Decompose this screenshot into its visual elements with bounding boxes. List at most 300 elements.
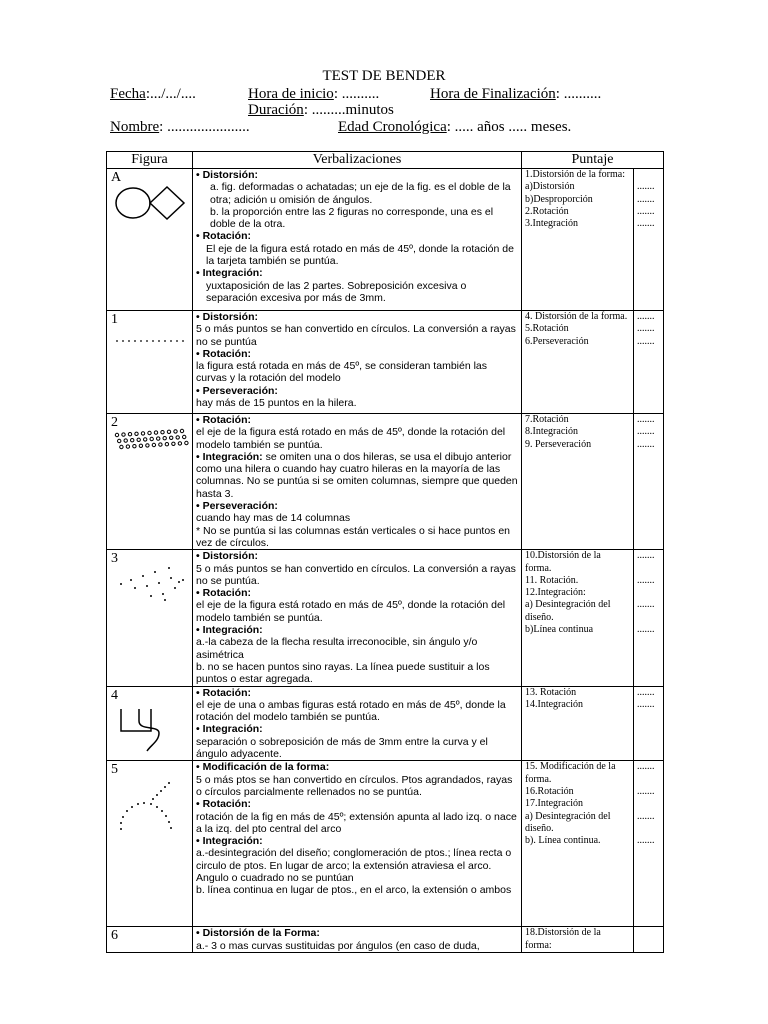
figure-dot xyxy=(146,585,148,587)
score-item-blank[interactable]: ....... xyxy=(637,218,655,230)
nombre-field[interactable] xyxy=(110,119,250,136)
score-blank-line xyxy=(637,426,663,438)
figure-dot xyxy=(168,782,170,784)
criterion-heading xyxy=(196,451,519,500)
score-item-blank[interactable]: ....... xyxy=(637,599,655,611)
score-item xyxy=(525,414,633,426)
verbalizations-cell xyxy=(193,414,522,550)
figure-dot xyxy=(134,587,136,589)
table-row xyxy=(107,169,664,311)
figure-circle xyxy=(159,443,162,446)
score-blank-line xyxy=(637,311,663,323)
score-item xyxy=(525,587,633,599)
score-blank-line xyxy=(637,927,663,952)
criterion-text xyxy=(196,181,519,206)
score-blank-line xyxy=(637,798,663,810)
criterion-title: • Rotación: xyxy=(196,686,252,699)
criterion-description: el eje de una o ambas figuras está rotado en más de 45º, donde la rotación del modelo también se puntúa. xyxy=(196,698,506,724)
figure-circle xyxy=(167,430,170,433)
score-item-blank[interactable]: ....... xyxy=(637,311,655,322)
score-item-blank[interactable]: ....... xyxy=(637,181,655,193)
figure-label: 5 xyxy=(111,762,118,778)
criterion-description: yuxtaposición de las 2 partes. Sobreposición excesiva o separación excesiva por más de 3mm. xyxy=(206,279,467,304)
figure-circle xyxy=(183,435,186,438)
figure-dot xyxy=(176,340,178,342)
figure-circle xyxy=(139,444,142,447)
col-puntaje: Puntaje xyxy=(522,152,664,169)
score-item xyxy=(525,218,633,230)
score-item xyxy=(525,835,633,847)
fecha-field[interactable] xyxy=(110,86,196,103)
criterion-heading xyxy=(196,311,519,323)
criterion-heading xyxy=(196,624,519,636)
criterion-description: hay más de 15 puntos en la hilera. xyxy=(196,397,357,410)
score-blank-line xyxy=(637,323,663,335)
figure-dot xyxy=(182,340,184,342)
criterion-heading xyxy=(196,414,519,426)
criterion-heading xyxy=(196,723,519,735)
figure-cell xyxy=(107,414,193,550)
score-item-label: 15. Modificación de la forma. xyxy=(525,761,616,785)
score-item-blank[interactable]: ....... xyxy=(637,323,655,335)
score-item-blank[interactable]: ....... xyxy=(637,810,655,822)
score-blank-line xyxy=(637,687,663,699)
criterion-description: El eje de la figura está rotado en más de 45º, donde la rotación de la tarjeta también se puntúa. xyxy=(206,242,514,268)
figure-circle xyxy=(141,432,144,435)
score-item xyxy=(525,439,633,451)
score-item-blank[interactable]: ....... xyxy=(637,835,655,847)
nombre-value: : ...................... xyxy=(159,119,250,135)
criterion-description: la figura está rotada en más de 45º, se consideran también las curvas y la rotación del modelo xyxy=(196,360,488,385)
figure-drawing xyxy=(107,761,193,846)
figure-circle xyxy=(122,433,125,436)
criterion-text xyxy=(196,599,519,624)
scoring-table xyxy=(106,151,664,953)
score-item xyxy=(525,786,633,798)
figure-dot xyxy=(170,577,172,579)
criterion-description: separación o sobreposición de más de 3mm entre la curva y el ángulo adyacente. xyxy=(196,735,488,761)
figure-label: 2 xyxy=(111,415,118,430)
score-item-label: b)Desproporción xyxy=(525,193,593,205)
table-row xyxy=(107,686,664,761)
score-item-label: b)Línea continua xyxy=(525,624,594,636)
criterion-text xyxy=(196,811,519,836)
score-blank-line xyxy=(637,699,663,711)
table-row xyxy=(107,761,664,927)
verbalizations-cell xyxy=(193,927,522,953)
criterion-title: • Perseveración: xyxy=(196,384,278,397)
score-item-label: 8.Integración xyxy=(525,426,579,438)
score-item-label: 16.Rotación xyxy=(525,785,574,797)
figure-dot xyxy=(134,340,136,342)
criterion-text xyxy=(196,426,519,451)
figure-dot xyxy=(170,340,172,342)
figure-cell xyxy=(107,169,193,311)
score-items-cell xyxy=(522,169,634,311)
criterion-description: 5 o más ptos se han convertido en círculos. Ptos agrandados, rayas o círculos parcialmente rellenados no se puntúa. xyxy=(196,773,513,798)
criterion-title: • Rotación: xyxy=(196,230,252,243)
duracion-field[interactable] xyxy=(248,102,394,119)
score-item-blank[interactable]: ....... xyxy=(637,193,655,205)
score-item-blank[interactable]: ....... xyxy=(637,698,655,710)
score-blank-line xyxy=(637,550,663,575)
figure-circle xyxy=(144,438,147,441)
figure-circle xyxy=(115,433,118,436)
figure-cell xyxy=(107,761,193,927)
figure-drawing xyxy=(107,550,193,615)
figure-dot xyxy=(126,810,128,812)
criterion-text xyxy=(196,661,519,686)
figure-dot xyxy=(164,599,166,601)
score-item xyxy=(525,575,633,587)
score-item xyxy=(525,761,633,786)
figure-dot xyxy=(128,340,130,342)
score-item-label: b). Línea continua. xyxy=(525,835,601,847)
score-blank-line xyxy=(637,218,663,230)
score-blank-line xyxy=(637,336,663,348)
score-item-label: 7.Rotación xyxy=(525,414,569,425)
criterion-heading xyxy=(196,798,519,810)
figure-circle xyxy=(131,439,134,442)
criterion-title: • Perseveración: xyxy=(196,500,278,513)
criterion-title: • Rotación: xyxy=(196,414,252,426)
table-row xyxy=(107,414,664,550)
score-item-label: 5.Rotación xyxy=(525,323,569,335)
figure-dot xyxy=(120,828,122,830)
figure-dot xyxy=(130,579,132,581)
nombre-label: Nombre xyxy=(110,119,160,135)
fecha-label: Fecha xyxy=(110,86,146,102)
score-item-blank[interactable]: ....... xyxy=(637,438,655,450)
hora-fin-label: Hora de Finalización xyxy=(430,86,556,102)
score-blanks-cell[interactable] xyxy=(634,550,664,686)
criterion-text xyxy=(196,525,519,550)
criterion-description: se omiten una o dos hileras, se usa el dibujo anterior como una hilera o cuando hay cuatro hileras en la mayoría de las columnas. No se puntúa si se omiten columnas, siempre que queden hasta 3. xyxy=(196,450,518,500)
hora-fin-field[interactable] xyxy=(430,86,601,103)
figure-circle xyxy=(133,445,136,448)
score-item xyxy=(525,323,633,335)
figure-circle xyxy=(180,429,183,432)
score-blanks-cell[interactable] xyxy=(634,311,664,414)
score-item-label: 6.Perseveración xyxy=(525,335,589,347)
figure-dot xyxy=(165,815,167,817)
figure-circle xyxy=(165,443,168,446)
criterion-description: a.-desintegración del diseño; conglomeración de ptos.; línea recta o circulo de ptos. En lugar de arco; la extensión atraviesa el arco. Angulo o cuadrado no se puntúan xyxy=(196,847,512,884)
duracion-label: Duración xyxy=(248,102,304,118)
score-item xyxy=(525,311,633,323)
figure-drawing xyxy=(107,687,193,761)
criterion-title: • Integración: xyxy=(196,624,263,637)
figure-dot xyxy=(178,581,180,583)
figure-circle xyxy=(128,433,131,436)
figure-cell xyxy=(107,311,193,414)
criterion-heading xyxy=(196,169,519,181)
criterion-title: • Modificación de la forma: xyxy=(196,761,330,774)
criterion-text xyxy=(196,323,519,348)
hora-inicio-field[interactable] xyxy=(248,86,379,103)
figure-dot xyxy=(131,806,133,808)
score-item-label: 18.Distorsión de la forma: xyxy=(525,927,601,951)
figure-dot xyxy=(143,802,145,804)
criterion-description: cuando hay mas de 14 columnas xyxy=(196,512,351,525)
score-item xyxy=(525,426,633,438)
table-row xyxy=(107,927,664,953)
hora-inicio-value: : .......... xyxy=(333,86,380,102)
criterion-title: • Rotación: xyxy=(196,347,252,360)
criterion-heading xyxy=(196,348,519,360)
criterion-title: • Integración: xyxy=(196,450,263,463)
score-item xyxy=(525,336,633,348)
table-row xyxy=(107,311,664,414)
criterion-text xyxy=(196,699,519,724)
col-verbalizaciones: Verbalizaciones xyxy=(193,152,522,169)
criterion-text xyxy=(196,563,519,588)
verbalizations-cell xyxy=(193,761,522,927)
score-item-blank[interactable]: ....... xyxy=(637,761,655,773)
verbalizations-cell xyxy=(193,686,522,761)
figure-circle xyxy=(124,439,127,442)
figure-label: 3 xyxy=(111,551,118,567)
figure-circle xyxy=(137,438,140,441)
figure-dot xyxy=(146,340,148,342)
score-item-label: 13. Rotación xyxy=(525,686,577,698)
figure-cell xyxy=(107,686,193,761)
score-blank-line xyxy=(637,439,663,451)
score-item-label: 3.Integración xyxy=(525,218,579,230)
criterion-description: * No se puntúa si las columnas están verticales o si hace puntos en vez de círculos. xyxy=(196,524,511,549)
score-item-blank[interactable]: ....... xyxy=(637,624,655,636)
figure-dot xyxy=(162,593,164,595)
score-item-label: a) Desintegración del diseño. xyxy=(525,599,611,623)
col-figura: Figura xyxy=(107,152,193,169)
figure-dot xyxy=(120,822,122,824)
score-blank-line xyxy=(637,835,663,847)
criterion-title: • Distorsión: xyxy=(196,550,259,563)
figure-dot xyxy=(122,816,124,818)
score-item-blank[interactable]: ....... xyxy=(637,785,655,797)
verbalizations-cell xyxy=(193,550,522,686)
criterion-description: a.-la cabeza de la flecha resulta irreconocible, sin ángulo y/o asimétrica xyxy=(196,636,478,661)
score-blanks-cell[interactable] xyxy=(634,927,664,953)
verbalizations-cell xyxy=(193,169,522,311)
figure-dot xyxy=(168,821,170,823)
criterion-text xyxy=(196,774,519,799)
score-item-label: 1.Distorsión de la forma: xyxy=(525,169,625,180)
figure-drawing xyxy=(107,311,193,356)
table-row xyxy=(107,550,664,686)
figure-circle xyxy=(170,436,173,439)
score-item xyxy=(525,550,633,575)
criterion-title: • Rotación: xyxy=(196,587,252,600)
score-item-blank[interactable]: ....... xyxy=(637,426,655,438)
score-item xyxy=(525,624,633,636)
criterion-title: • Distorsión: xyxy=(196,169,259,181)
figure-dot xyxy=(142,575,144,577)
fecha-value: :.../.../.... xyxy=(145,86,196,102)
criterion-heading xyxy=(196,267,519,279)
score-blanks-cell[interactable] xyxy=(634,761,664,927)
figure-dot xyxy=(164,340,166,342)
score-blank-line xyxy=(637,194,663,206)
criterion-heading xyxy=(196,687,519,699)
criterion-text xyxy=(196,736,519,761)
hora-inicio-label: Hora de inicio xyxy=(248,86,334,102)
figure-dot xyxy=(140,340,142,342)
score-items-cell xyxy=(522,311,634,414)
criterion-heading xyxy=(196,230,519,242)
figure-dot xyxy=(152,798,154,800)
score-item-blank[interactable]: ....... xyxy=(637,414,655,425)
score-blank-line xyxy=(637,587,663,599)
figure-dot xyxy=(150,595,152,597)
figure-circle xyxy=(152,443,155,446)
criterion-heading xyxy=(196,500,519,512)
criterion-text xyxy=(196,280,519,305)
criterion-title: • Distorsión: xyxy=(196,311,259,323)
criterion-title: • Integración: xyxy=(196,835,263,848)
criterion-heading xyxy=(196,761,519,773)
criterion-description: 5 o más puntos se han convertido en círculos. La conversión a rayas no se puntúa xyxy=(196,323,516,348)
figure-dot xyxy=(161,810,163,812)
criterion-title: • Distorsión de la Forma: xyxy=(196,927,320,940)
figure-dot xyxy=(152,340,154,342)
criterion-heading xyxy=(196,587,519,599)
figure-dot xyxy=(150,803,152,805)
score-item-blank[interactable]: ....... xyxy=(637,550,655,562)
criterion-description: a. fig. deformadas o achatadas; un eje de la fig. es el doble de la otra; adición u omisión de ángulos. xyxy=(210,181,511,206)
criterion-description: rotación de la fig en más de 45º; extensión apunta al lado izq. o nace a la izq. del pto central del arco xyxy=(196,810,517,835)
score-items-cell xyxy=(522,550,634,686)
score-items-cell xyxy=(522,761,634,927)
figure-dot xyxy=(158,582,160,584)
criterion-text xyxy=(196,397,519,409)
figure-dot xyxy=(120,583,122,585)
score-items-cell xyxy=(522,927,634,953)
edad-field[interactable] xyxy=(338,119,571,136)
score-item xyxy=(525,181,633,193)
criterion-title: • Rotación: xyxy=(196,798,252,811)
score-blanks-cell[interactable] xyxy=(634,414,664,550)
criterion-description: el eje de la figura está rotado en más de 45º, donde la rotación del modelo también se puntúa. xyxy=(196,599,506,624)
figure-circle xyxy=(126,445,129,448)
figure-dot xyxy=(158,340,160,342)
score-item-label: 2.Rotación xyxy=(525,205,569,217)
figure-circle xyxy=(185,441,188,444)
score-blanks-cell[interactable] xyxy=(634,169,664,311)
figure-cell xyxy=(107,550,193,686)
score-item-label: a) Desintegración del diseño. xyxy=(525,810,611,834)
duracion-value: : .........minutos xyxy=(303,102,394,118)
score-item-label: 14.Integración xyxy=(525,698,584,710)
criterion-description: b. no se hacen puntos sino rayas. La línea puede sustituir a los puntos o estar agregada. xyxy=(196,660,490,686)
criterion-title: • Integración: xyxy=(196,723,263,736)
figure-dot xyxy=(174,587,176,589)
edad-value: : ..... años ..... meses. xyxy=(446,119,572,135)
score-item-label: 9. Perseveración xyxy=(525,438,592,450)
criterion-text xyxy=(196,243,519,268)
figure-circle xyxy=(174,430,177,433)
figure-circle xyxy=(178,442,181,445)
score-item-label: 11. Rotación. xyxy=(525,574,579,586)
figure-label: 4 xyxy=(111,687,118,703)
score-blank-line xyxy=(637,624,663,636)
score-item xyxy=(525,811,633,836)
score-item xyxy=(525,687,633,699)
score-blank-line xyxy=(637,599,663,624)
verbalizations-cell xyxy=(193,311,522,414)
figure-drawing xyxy=(107,414,193,469)
score-blank-line xyxy=(637,811,663,836)
score-item-label: 4. Distorsión de la forma. xyxy=(525,311,628,322)
score-item xyxy=(525,927,633,952)
figure-circle xyxy=(154,431,157,434)
figure-dot xyxy=(154,571,156,573)
criterion-text xyxy=(196,206,519,231)
score-item-blank[interactable]: ....... xyxy=(637,686,655,698)
score-blank-line xyxy=(637,181,663,193)
score-item-blank[interactable]: ....... xyxy=(637,574,655,586)
score-item-label: 10.Distorsión de la forma. xyxy=(525,550,601,574)
score-blanks-cell[interactable] xyxy=(634,686,664,761)
criterion-text xyxy=(196,884,519,896)
criterion-text xyxy=(196,847,519,884)
score-item xyxy=(525,206,633,218)
score-item-label: 12.Integración: xyxy=(525,587,586,599)
figure-circle xyxy=(148,431,151,434)
figure-circle xyxy=(172,442,175,445)
criterion-heading xyxy=(196,927,519,939)
score-items-cell xyxy=(522,414,634,550)
figure-dot xyxy=(156,806,158,808)
figure-circle xyxy=(163,437,166,440)
figure-circle xyxy=(176,436,179,439)
score-item-blank[interactable]: ....... xyxy=(637,335,655,347)
criterion-heading xyxy=(196,835,519,847)
figure-circle xyxy=(146,444,149,447)
figure-label: 6 xyxy=(111,928,118,944)
figure-dot xyxy=(160,790,162,792)
score-item-label: a)Distorsión xyxy=(525,181,575,193)
criterion-description: b. línea continua en lugar de ptos., en el arco, la extensión o ambos xyxy=(196,884,512,897)
criterion-description: el eje de la figura está rotado en más de 45º, donde la rotación del modelo también se puntúa. xyxy=(196,426,506,451)
edad-label: Edad Cronológica xyxy=(338,119,447,135)
criterion-heading xyxy=(196,385,519,397)
score-item xyxy=(525,169,633,181)
score-item-blank[interactable]: ....... xyxy=(637,205,655,217)
table-header-row xyxy=(107,152,664,169)
score-item xyxy=(525,798,633,810)
figure-dot xyxy=(137,803,139,805)
figure-circle xyxy=(150,437,153,440)
figure-label: 1 xyxy=(111,312,118,327)
criterion-text xyxy=(196,940,519,952)
figure-dot xyxy=(164,786,166,788)
figure-dot xyxy=(170,827,172,829)
figure-circle xyxy=(135,432,138,435)
figure-circle xyxy=(157,437,160,440)
figure-dot xyxy=(116,340,118,342)
figure-dot xyxy=(168,567,170,569)
figure-circle xyxy=(120,445,123,448)
figure-dot xyxy=(122,340,124,342)
criterion-text xyxy=(196,512,519,524)
figure-dot xyxy=(156,794,158,796)
criterion-text xyxy=(196,636,519,661)
figure-circle xyxy=(118,439,121,442)
score-items-cell xyxy=(522,686,634,761)
score-blank-line xyxy=(637,414,663,426)
score-item xyxy=(525,699,633,711)
